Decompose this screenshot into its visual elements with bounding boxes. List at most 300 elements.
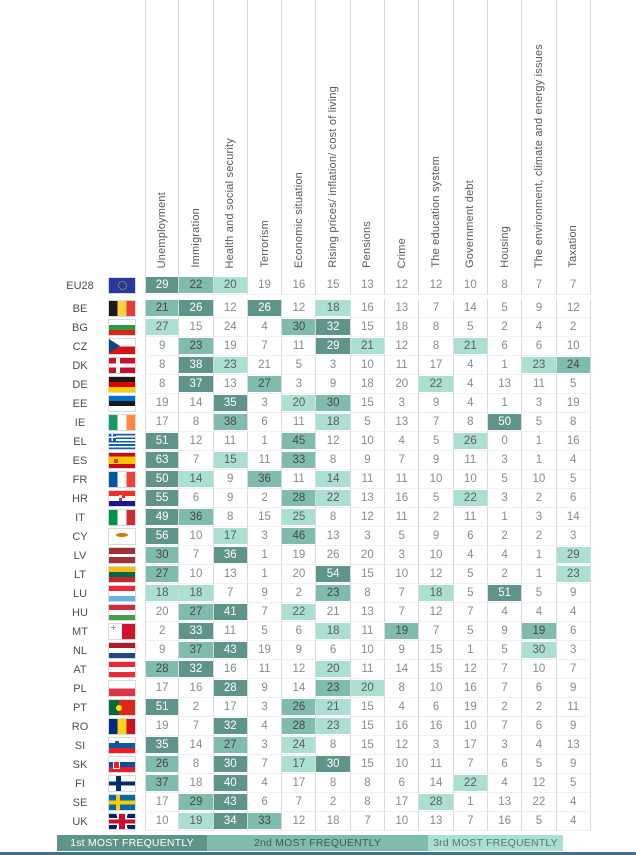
column-header: [248, 0, 282, 276]
cell: 14: [179, 394, 213, 413]
cell: 21: [248, 356, 282, 375]
cell: 1: [248, 546, 282, 565]
cell: 14: [179, 736, 213, 755]
cell: 7: [557, 276, 591, 295]
cell: 21: [316, 603, 350, 622]
column-header: [385, 0, 419, 276]
table-row: [0, 318, 636, 337]
cell: 2: [145, 622, 179, 641]
cell: 11: [419, 755, 453, 774]
cell: 13: [385, 299, 419, 318]
cell-rank-3: 23: [214, 356, 248, 375]
column-header-label: Terrorism: [258, 220, 271, 269]
cell: 0: [488, 432, 522, 451]
column-header: [282, 0, 316, 276]
cell: 4: [248, 318, 282, 337]
cell: 17: [282, 774, 316, 793]
cell: 8: [351, 584, 385, 603]
country-code: LT: [73, 568, 87, 581]
cell-rank-1: 35: [214, 394, 248, 413]
cell: 4: [488, 603, 522, 622]
cell: 5: [419, 432, 453, 451]
cell: 9: [419, 527, 453, 546]
lv-flag-icon: [109, 548, 135, 563]
cell-rank-1: 38: [179, 356, 213, 375]
cell: 20: [145, 603, 179, 622]
cell: 8: [179, 755, 213, 774]
cell-rank-3: 22: [282, 603, 316, 622]
cell: 16: [214, 660, 248, 679]
cell: 16: [179, 679, 213, 698]
country-code: HR: [72, 492, 88, 505]
cell: 8: [454, 413, 488, 432]
cell-rank-1: 34: [214, 812, 248, 831]
header-spacer-flags: [105, 0, 145, 276]
table-row: [0, 375, 636, 394]
cell: 12: [282, 299, 316, 318]
cell: 1: [488, 508, 522, 527]
cell: 8: [351, 793, 385, 812]
cell-rank-2: 23: [316, 584, 350, 603]
cell: 13: [351, 489, 385, 508]
cell: 10: [179, 527, 213, 546]
cell: 10: [522, 660, 556, 679]
cell-rank-2: 19: [522, 622, 556, 641]
cell: 1: [454, 641, 488, 660]
cell-rank-1: 29: [316, 337, 350, 356]
cell: 7: [214, 584, 248, 603]
cell: 7: [454, 603, 488, 622]
cell: 6: [385, 774, 419, 793]
cell: 12: [419, 603, 453, 622]
cell: 8: [179, 413, 213, 432]
country-code: BG: [72, 321, 88, 334]
cell: 8: [557, 413, 591, 432]
cell: 2: [557, 318, 591, 337]
cell: 12: [282, 812, 316, 831]
cell-rank-2: 30: [145, 546, 179, 565]
column-header: [522, 0, 556, 276]
table-row: [0, 812, 636, 831]
cell: 10: [351, 641, 385, 660]
cell: 7: [282, 793, 316, 812]
country-code: DK: [72, 359, 88, 372]
cell: 3: [248, 394, 282, 413]
cell-rank-3: 18: [316, 299, 350, 318]
cell-rank-3: 17: [214, 527, 248, 546]
flag-cell: [105, 717, 145, 736]
cell: 4: [454, 356, 488, 375]
cell-rank-2: 23: [179, 337, 213, 356]
cell-rank-3: 23: [557, 565, 591, 584]
cell: 2: [282, 584, 316, 603]
cell: 7: [557, 660, 591, 679]
cell: 10: [419, 546, 453, 565]
country-code: CZ: [72, 340, 88, 353]
lt-flag-icon: [109, 567, 135, 582]
cell: 9: [282, 641, 316, 660]
cell: 15: [351, 565, 385, 584]
cell: 7: [454, 755, 488, 774]
cell: 15: [419, 641, 453, 660]
table-body: [0, 276, 636, 831]
cell: 2: [488, 698, 522, 717]
sk-flag-icon: [109, 757, 135, 772]
cell: 1: [522, 432, 556, 451]
cell-rank-2: 26: [145, 755, 179, 774]
cell: 3: [557, 527, 591, 546]
cell: 7: [248, 603, 282, 622]
cell: 15: [351, 394, 385, 413]
cell-rank-1: 32: [179, 660, 213, 679]
cell-rank-2: 23: [316, 679, 350, 698]
table-row: [0, 527, 636, 546]
cell: 12: [385, 276, 419, 295]
flag-cell: [105, 660, 145, 679]
country-code: HU: [72, 606, 88, 619]
column-header: [351, 0, 385, 276]
cell: 9: [557, 584, 591, 603]
cell: 6: [282, 622, 316, 641]
cell: 2: [488, 318, 522, 337]
cell: 15: [351, 717, 385, 736]
cell: 9: [557, 717, 591, 736]
cell: 8: [316, 508, 350, 527]
cell: 15: [351, 736, 385, 755]
cell-rank-2: 30: [316, 394, 350, 413]
cell: 19: [282, 546, 316, 565]
cell-rank-1: 56: [145, 527, 179, 546]
cell: 12: [557, 299, 591, 318]
cell: 16: [557, 432, 591, 451]
cell: 13: [488, 375, 522, 394]
cell: 16: [351, 299, 385, 318]
cell: 17: [145, 679, 179, 698]
cell-rank-2: 26: [282, 698, 316, 717]
cell-rank-2: 28: [282, 717, 316, 736]
column-header: [214, 0, 248, 276]
cell: 5: [351, 413, 385, 432]
cell: 15: [351, 698, 385, 717]
cell: 13: [214, 565, 248, 584]
cell: 10: [522, 470, 556, 489]
cell: 13: [419, 812, 453, 831]
cell: 17: [419, 356, 453, 375]
column-header-label: Government debt: [464, 180, 477, 269]
table-row: [0, 736, 636, 755]
cell: 1: [488, 356, 522, 375]
country-code: CY: [72, 530, 88, 543]
table-row: [0, 679, 636, 698]
table-row: [0, 394, 636, 413]
cell-rank-1: 63: [145, 451, 179, 470]
cell: 15: [419, 660, 453, 679]
legend: [57, 835, 636, 851]
cell: 5: [522, 812, 556, 831]
country-code: NL: [72, 644, 88, 657]
cell: 4: [248, 774, 282, 793]
cell: 13: [351, 603, 385, 622]
country-code: SK: [72, 758, 88, 771]
column-header-label: The environment, climate and energy issues: [532, 43, 545, 269]
cell: 5: [488, 470, 522, 489]
at-flag-icon: [109, 662, 135, 677]
cell: 11: [282, 337, 316, 356]
cell: 4: [454, 394, 488, 413]
cell: 11: [522, 375, 556, 394]
column-header-label: Crime: [395, 237, 408, 269]
cell: 7: [488, 660, 522, 679]
cell: 9: [248, 584, 282, 603]
country-code: PT: [72, 701, 88, 714]
cell: 3: [488, 736, 522, 755]
cell-rank-2: 19: [385, 622, 419, 641]
cell: 14: [454, 299, 488, 318]
cell: 16: [385, 717, 419, 736]
cell-rank-2: 27: [179, 603, 213, 622]
cell: 6: [557, 489, 591, 508]
cell-rank-1: 26: [179, 299, 213, 318]
cell: 12: [385, 337, 419, 356]
table-row: [0, 413, 636, 432]
cz-flag-icon: [109, 339, 135, 354]
table-row: [0, 276, 636, 295]
cell: 11: [454, 451, 488, 470]
de-flag-icon: [109, 377, 135, 392]
cell: 11: [214, 432, 248, 451]
country-code: EU28: [66, 279, 94, 292]
cell: 4: [522, 318, 556, 337]
cell-rank-3: 17: [282, 755, 316, 774]
cell: 11: [454, 508, 488, 527]
cell: 17: [145, 793, 179, 812]
column-header: [488, 0, 522, 276]
cell: 4: [454, 546, 488, 565]
el-flag-icon: [109, 434, 135, 449]
flag-cell: [105, 375, 145, 394]
bg-flag-icon: [109, 320, 135, 335]
cell: 2: [316, 793, 350, 812]
cell: 13: [316, 527, 350, 546]
flag-cell: [105, 527, 145, 546]
table-row: [0, 584, 636, 603]
flag-cell: [105, 413, 145, 432]
cell-rank-2: 36: [179, 508, 213, 527]
cell: 13: [214, 375, 248, 394]
cell-rank-3: 18: [179, 584, 213, 603]
cell-rank-3: 21: [351, 337, 385, 356]
cell: 16: [385, 489, 419, 508]
cell: 16: [454, 679, 488, 698]
cell: 12: [419, 565, 453, 584]
cell: 2: [179, 698, 213, 717]
cell: 10: [454, 470, 488, 489]
pt-flag-icon: [109, 700, 135, 715]
cell-rank-1: 29: [145, 276, 179, 295]
cell: 8: [351, 774, 385, 793]
ee-flag-icon: [109, 396, 135, 411]
cell: 6: [419, 698, 453, 717]
table-row: [0, 641, 636, 660]
cell-rank-3: 15: [214, 451, 248, 470]
cell: 8: [145, 375, 179, 394]
cell: 24: [214, 318, 248, 337]
cell: 18: [351, 375, 385, 394]
cell: 3: [522, 508, 556, 527]
cell: 7: [522, 276, 556, 295]
cell: 6: [248, 413, 282, 432]
country-code: BE: [72, 302, 88, 315]
cell: 9: [214, 489, 248, 508]
cell: 19: [557, 394, 591, 413]
table-row: [0, 489, 636, 508]
es-flag-icon: [109, 453, 135, 468]
table-row: [0, 432, 636, 451]
cell-rank-2: 33: [282, 451, 316, 470]
country-code: LV: [73, 549, 87, 562]
cell: 4: [454, 375, 488, 394]
column-header-label: Taxation: [567, 225, 580, 269]
flag-cell: [105, 584, 145, 603]
cell-rank-3: 21: [316, 698, 350, 717]
cell-rank-3: 23: [316, 717, 350, 736]
table-row: [0, 356, 636, 375]
table-row: [0, 603, 636, 622]
se-flag-icon: [109, 795, 135, 810]
cell: 7: [179, 546, 213, 565]
cell-rank-2: 27: [145, 565, 179, 584]
cell-rank-2: 37: [145, 774, 179, 793]
cell: 9: [488, 622, 522, 641]
cell: 5: [557, 774, 591, 793]
table-row: [0, 565, 636, 584]
pl-flag-icon: [109, 681, 135, 696]
flag-cell: [105, 451, 145, 470]
cell: 5: [282, 356, 316, 375]
cell-rank-3: 18: [419, 584, 453, 603]
cell: 8: [214, 508, 248, 527]
cell: 10: [419, 470, 453, 489]
cell-rank-1: 26: [248, 299, 282, 318]
cell-rank-1: 51: [488, 584, 522, 603]
cell: 10: [145, 812, 179, 831]
table-row: [0, 451, 636, 470]
cell-rank-3: 24: [282, 736, 316, 755]
cell: 26: [316, 546, 350, 565]
flag-cell: [105, 603, 145, 622]
cell: 1: [522, 565, 556, 584]
cell-rank-3: 18: [145, 584, 179, 603]
column-header: [557, 0, 591, 276]
cell: 6: [248, 793, 282, 812]
cell: 4: [385, 432, 419, 451]
cell-rank-2: 37: [179, 641, 213, 660]
cell: 8: [419, 337, 453, 356]
cell: 3: [385, 394, 419, 413]
cell-rank-1: 51: [145, 698, 179, 717]
table-row: [0, 755, 636, 774]
country-code: MT: [72, 625, 88, 638]
cell-rank-3: 30: [522, 641, 556, 660]
cell-rank-2: 45: [282, 432, 316, 451]
cell: 5: [488, 641, 522, 660]
cell: 15: [248, 508, 282, 527]
cell: 5: [454, 584, 488, 603]
flag-cell: [105, 679, 145, 698]
flag-cell: [105, 774, 145, 793]
cell: 19: [248, 276, 282, 295]
cell: 6: [522, 717, 556, 736]
cell: 3: [557, 641, 591, 660]
cell: 15: [316, 276, 350, 295]
cell: 10: [419, 679, 453, 698]
cell: 5: [522, 413, 556, 432]
cell-rank-3: 14: [316, 470, 350, 489]
cy-flag-icon: [109, 529, 135, 544]
hr-flag-icon: [109, 491, 135, 506]
flag-cell: [105, 755, 145, 774]
flag-cell: [105, 276, 145, 295]
cell-rank-1: 43: [214, 641, 248, 660]
cell-rank-1: 49: [145, 508, 179, 527]
column-header: [454, 0, 488, 276]
cell: 11: [282, 470, 316, 489]
cell-rank-3: 18: [316, 622, 350, 641]
cell-rank-2: 38: [214, 413, 248, 432]
cell: 5: [454, 565, 488, 584]
cell: 12: [385, 736, 419, 755]
cell: 9: [351, 451, 385, 470]
cell: 18: [385, 318, 419, 337]
cell: 3: [248, 527, 282, 546]
flag-cell: [105, 299, 145, 318]
cell-rank-2: 29: [179, 793, 213, 812]
cell-rank-3: 28: [419, 793, 453, 812]
cell: 3: [316, 356, 350, 375]
cell: 10: [385, 755, 419, 774]
cell-rank-3: 18: [316, 413, 350, 432]
cell-rank-1: 55: [145, 489, 179, 508]
cell: 7: [248, 337, 282, 356]
cell: 10: [179, 565, 213, 584]
cell: 3: [351, 527, 385, 546]
cell: 5: [385, 527, 419, 546]
flag-cell: [105, 318, 145, 337]
cell: 5: [419, 489, 453, 508]
flag-cell: [105, 356, 145, 375]
cell: 7: [248, 755, 282, 774]
cell: 3: [419, 736, 453, 755]
cell: 17: [385, 793, 419, 812]
cell: 16: [282, 276, 316, 295]
column-header-label: Housing: [498, 226, 511, 269]
cell: 8: [316, 736, 350, 755]
cell: 3: [488, 489, 522, 508]
cell: 17: [214, 698, 248, 717]
cell-rank-3: 27: [145, 318, 179, 337]
cell: 15: [179, 318, 213, 337]
cell: 4: [488, 546, 522, 565]
table-row: [0, 299, 636, 318]
cell: 9: [145, 641, 179, 660]
column-header-label: Economic situation: [292, 172, 305, 269]
dk-flag-icon: [109, 358, 135, 373]
cell: 2: [522, 698, 556, 717]
cell: 2: [488, 527, 522, 546]
table-row: [0, 546, 636, 565]
cell: 4: [488, 774, 522, 793]
country-code: RO: [71, 720, 89, 733]
